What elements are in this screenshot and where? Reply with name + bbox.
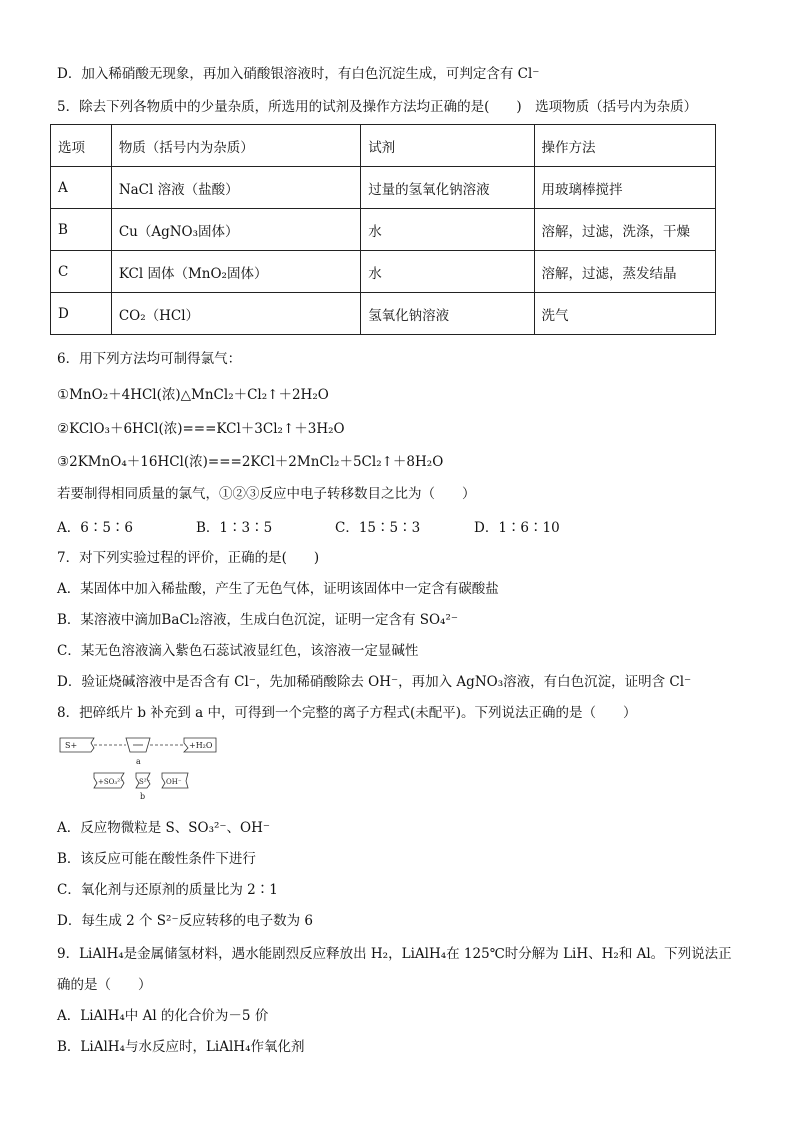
q8-option-a: A．反应物微粒是 S、SO₃²⁻、OH⁻	[57, 820, 271, 836]
q8-option-c: C．氧化剂与还原剂的质量比为 2∶1	[57, 882, 278, 898]
label-s2: S²⁻	[139, 778, 151, 786]
cell-option: A	[51, 167, 112, 209]
q6-choice-b: B．1∶3∶5	[196, 520, 273, 536]
q6-equation-2: ②KClO₃＋6HCl(浓)===KCl＋3Cl₂↑＋3H₂O	[57, 421, 345, 437]
q9-stem-line2: 确的是（ ）	[57, 977, 152, 993]
cell-substance: NaCl 溶液（盐酸）	[111, 167, 360, 209]
cell-option: D	[51, 293, 112, 335]
q6-question: 若要制得相同质量的氯气，①②③反应中电子转移数目之比为（ ）	[57, 486, 476, 502]
q7-option-a: A．某固体中加入稀盐酸，产生了无色气体，证明该固体中一定含有碳酸盐	[57, 581, 499, 597]
label-s: S+	[65, 741, 78, 750]
label-oh: OH⁻	[166, 778, 182, 786]
header-method: 操作方法	[534, 125, 715, 167]
header-reagent: 试剂	[361, 125, 534, 167]
q9-option-b: B．LiAlH₄与水反应时，LiAlH₄作氧化剂	[57, 1039, 305, 1055]
cell-option: B	[51, 209, 112, 251]
cell-reagent: 氢氧化钠溶液	[361, 293, 534, 335]
cell-option: C	[51, 251, 112, 293]
q6-stem: 6．用下列方法均可制得氯气：	[57, 351, 242, 367]
q6-choices	[57, 516, 707, 534]
table-row	[51, 167, 716, 209]
cell-substance: KCl 固体（MnO₂固体）	[111, 251, 360, 293]
q7-stem: 7．对下列实验过程的评价，正确的是( )	[57, 550, 320, 566]
table-row	[51, 209, 716, 251]
q8-stem: 8．把碎纸片 b 补充到 a 中，可得到一个完整的离子方程式(未配平)。下列说法正确的是（ ）	[57, 705, 637, 721]
q7-option-c: C．某无色溶液滴入紫色石蕊试液显红色，该溶液一定显碱性	[57, 643, 419, 659]
q8-option-b: B．该反应可能在酸性条件下进行	[57, 851, 256, 867]
cell-substance: Cu（AgNO₃固体）	[111, 209, 360, 251]
cell-method: 溶解，过滤，蒸发结晶	[534, 251, 715, 293]
cell-reagent: 水	[361, 251, 534, 293]
q7-option-b: B．某溶液中滴加BaCl₂溶液，生成白色沉淀，证明一定含有 SO₄²⁻	[57, 612, 459, 628]
cell-method: 用玻璃棒搅拌	[534, 167, 715, 209]
q5-table	[50, 124, 716, 335]
label-a: a	[136, 757, 141, 766]
cell-reagent: 过量的氢氧化钠溶液	[361, 167, 534, 209]
label-h2o: +H₂O	[189, 741, 213, 750]
q9-option-a: A．LiAlH₄中 Al 的化合价为－5 价	[57, 1008, 269, 1024]
q5-stem: 5．除去下列各物质中的少量杂质，所选用的试剂及操作方法均正确的是( ) 选项物质（括号内为杂质）	[57, 99, 698, 115]
q6-choice-a: A．6∶5∶6	[57, 520, 134, 536]
cell-method: 溶解，过滤，洗涤，干燥	[534, 209, 715, 251]
q9-stem-line1: 9．LiAlH₄是金属储氢材料，遇水能剧烈反应释放出 H₂，LiAlH₄在 125℃时分解为 LiH、H₂和 Al。下列说法正	[57, 946, 732, 962]
cell-reagent: 水	[361, 209, 534, 251]
table-row	[51, 293, 716, 335]
q4-option-d: D．加入稀硝酸无现象，再加入硝酸银溶液时，有白色沉淀生成，可判定含有 Cl⁻	[57, 66, 540, 82]
cell-substance: CO₂（HCl）	[111, 293, 360, 335]
header-substance: 物质（括号内为杂质）	[111, 125, 360, 167]
label-so3: +SO₃²⁻	[98, 778, 124, 786]
q6-equation-1: ①MnO₂＋4HCl(浓)△MnCl₂＋Cl₂↑＋2H₂O	[57, 387, 329, 403]
label-b: b	[140, 792, 146, 801]
q6-equation-3: ③2KMnO₄＋16HCl(浓)===2KCl＋2MnCl₂＋5Cl₂↑＋8H₂O	[57, 454, 444, 470]
header-option: 选项	[51, 125, 112, 167]
cell-method: 洗气	[534, 293, 715, 335]
q6-choice-d: D．1∶6∶10	[474, 520, 560, 536]
table-row	[51, 251, 716, 293]
q6-choice-c: C．15∶5∶3	[335, 520, 421, 536]
q8-option-d: D．每生成 2 个 S²⁻反应转移的电子数为 6	[57, 913, 313, 929]
paper-scraps-diagram	[58, 736, 238, 806]
q7-option-d: D．验证烧碱溶液中是否含有 Cl⁻，先加稀硝酸除去 OH⁻，再加入 AgNO₃溶液，有白色沉淀，证明含 Cl⁻	[57, 674, 692, 690]
table-header-row	[51, 125, 716, 167]
